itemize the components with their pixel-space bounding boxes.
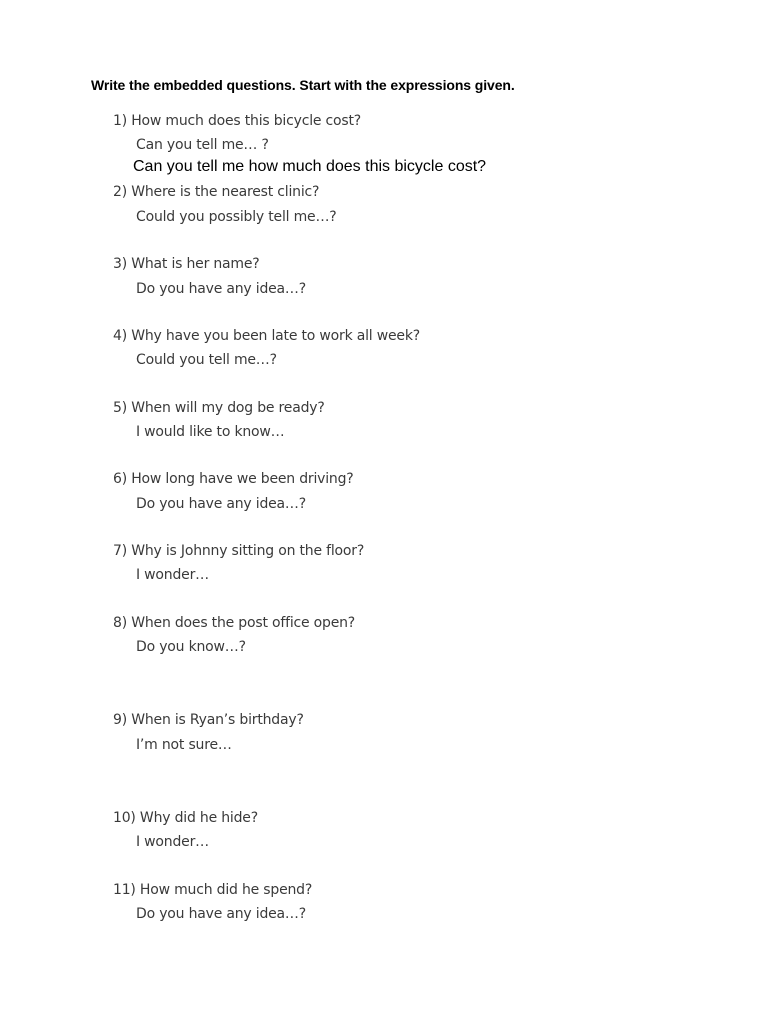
question-9: 9) When is Ryan’s birthday?	[113, 712, 304, 728]
question-6: 6) How long have we been driving?	[113, 471, 354, 487]
prompt-10: I wonder…	[136, 834, 209, 850]
prompt-1: Can you tell me… ?	[136, 137, 269, 153]
question-10: 10) Why did he hide?	[113, 810, 258, 826]
instruction-heading: Write the embedded questions. Start with the expressions given.	[91, 77, 515, 93]
prompt-3: Do you have any idea…?	[136, 281, 306, 297]
prompt-9: I’m not sure…	[136, 737, 232, 753]
question-11: 11) How much did he spend?	[113, 882, 313, 898]
question-1: 1) How much does this bicycle cost?	[113, 113, 362, 129]
question-2: 2) Where is the nearest clinic?	[113, 184, 320, 200]
prompt-5: I would like to know…	[136, 424, 285, 440]
prompt-2: Could you possibly tell me…?	[136, 209, 337, 225]
question-4: 4) Why have you been late to work all week?	[113, 328, 420, 344]
question-8: 8) When does the post office open?	[113, 615, 356, 631]
prompt-8: Do you know…?	[136, 639, 246, 655]
prompt-6: Do you have any idea…?	[136, 496, 306, 512]
answer-1: Can you tell me how much does this bicycle cost?	[133, 158, 487, 175]
prompt-4: Could you tell me…?	[136, 352, 277, 368]
prompt-11: Do you have any idea…?	[136, 906, 306, 922]
question-3: 3) What is her name?	[113, 256, 260, 272]
question-7: 7) Why is Johnny sitting on the floor?	[113, 543, 365, 559]
prompt-7: I wonder…	[136, 567, 209, 583]
question-5: 5) When will my dog be ready?	[113, 400, 325, 416]
